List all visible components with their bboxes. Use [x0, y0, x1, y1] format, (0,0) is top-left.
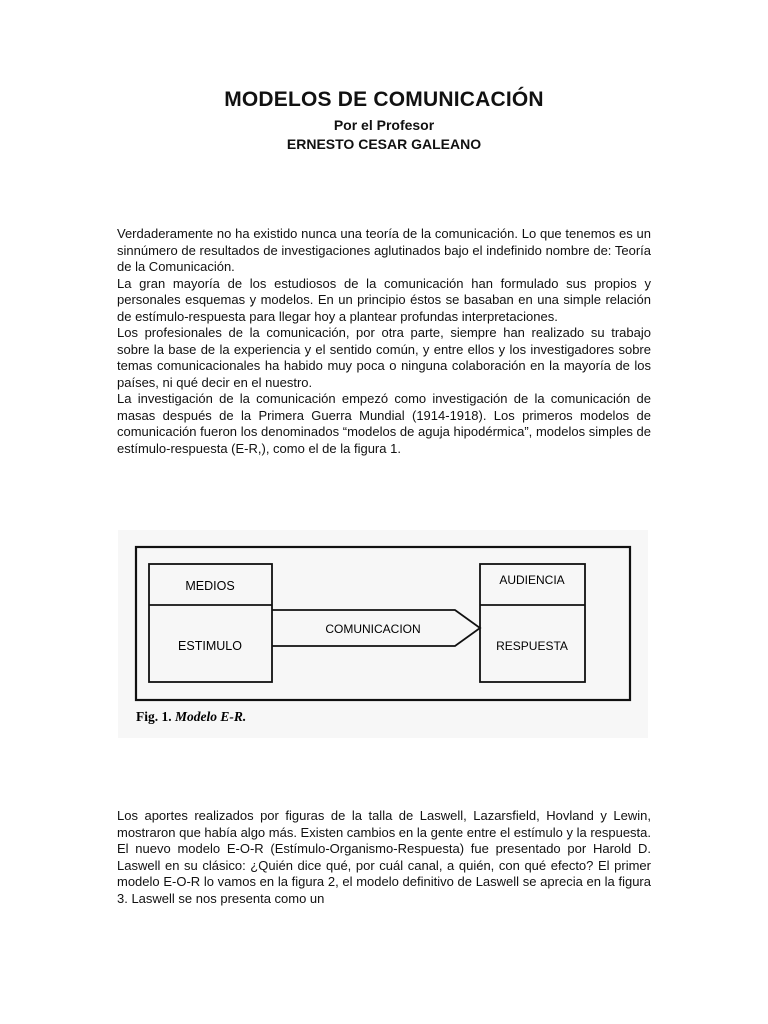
intro-section — [117, 226, 651, 457]
audiencia-label: AUDIENCIA — [499, 573, 565, 587]
caption-model: Modelo E-R. — [175, 709, 247, 724]
paragraph: Los profesionales de la comunicación, por otra parte, siempre han realizado su trabajo sobre la base de la experiencia y el sentido común, y entre ellos y los investigadores sobre temas comunicacionales ha habido muy poca o ninguna colaboración en la mayoría de los países, ni qué decir en el nuestro. — [117, 325, 651, 390]
paragraph: Verdaderamente no ha existido nunca una teoría de la comunicación. Lo que tenemos es un sinnúmero de resultados de investigaciones aglutinados bajo el indefinido nombre de: Teoría de la Comunicación. — [117, 226, 651, 274]
er-model-diagram — [118, 530, 648, 738]
continuation-section — [117, 808, 651, 907]
paragraph: La gran mayoría de los estudiosos de la comunicación han formulado sus propios y personales esquemas y modelos. En un principio éstos se basaban en una simple relación de estímulo-respuesta para llegar hoy a plantear profundas interpretaciones. — [117, 275, 651, 324]
author-name: ERNESTO CESAR GALEANO — [286, 136, 482, 152]
medios-label: MEDIOS — [185, 579, 235, 593]
respuesta-label: RESPUESTA — [496, 639, 568, 653]
caption-prefix: Fig. 1. — [136, 709, 172, 724]
figure-caption — [136, 709, 246, 724]
figure-1-er-model — [118, 530, 648, 738]
estimulo-label: ESTIMULO — [178, 639, 242, 653]
document-title: MODELOS DE COMUNICACIÓN — [224, 88, 544, 111]
paragraph: Los aportes realizados por figuras de la talla de Laswell, Lazarsfield, Hovland y Lewin, mostraron que había algo más. Existen cambios en la gente entre el estímulo y la respuesta. El nuevo modelo E-O-R (Estímulo-Organismo-Respuesta) fue presentado por Harold D. Laswell en su clásico: ¿Quién dice qué, por cuál canal, a quién, con qué efecto? El primer modelo E-O-R lo vamos en la figura 2, el modelo definitivo de Laswell se aprecia en la figura 3. Laswell se nos presenta como un — [117, 808, 652, 906]
comunicacion-label: COMUNICACION — [325, 622, 421, 636]
paragraph: La investigación de la comunicación empezó como investigación de la comunicación de masas después de la Primera Guerra Mundial (1914-1918). Los primeros modelos de comunicación fueron los denominados “modelos de aguja hipodérmica”, modelos simples de estímulo-respuesta (E-R,), como el de la figura 1. — [117, 391, 651, 456]
document-subtitle: Por el Profesor — [333, 117, 435, 133]
